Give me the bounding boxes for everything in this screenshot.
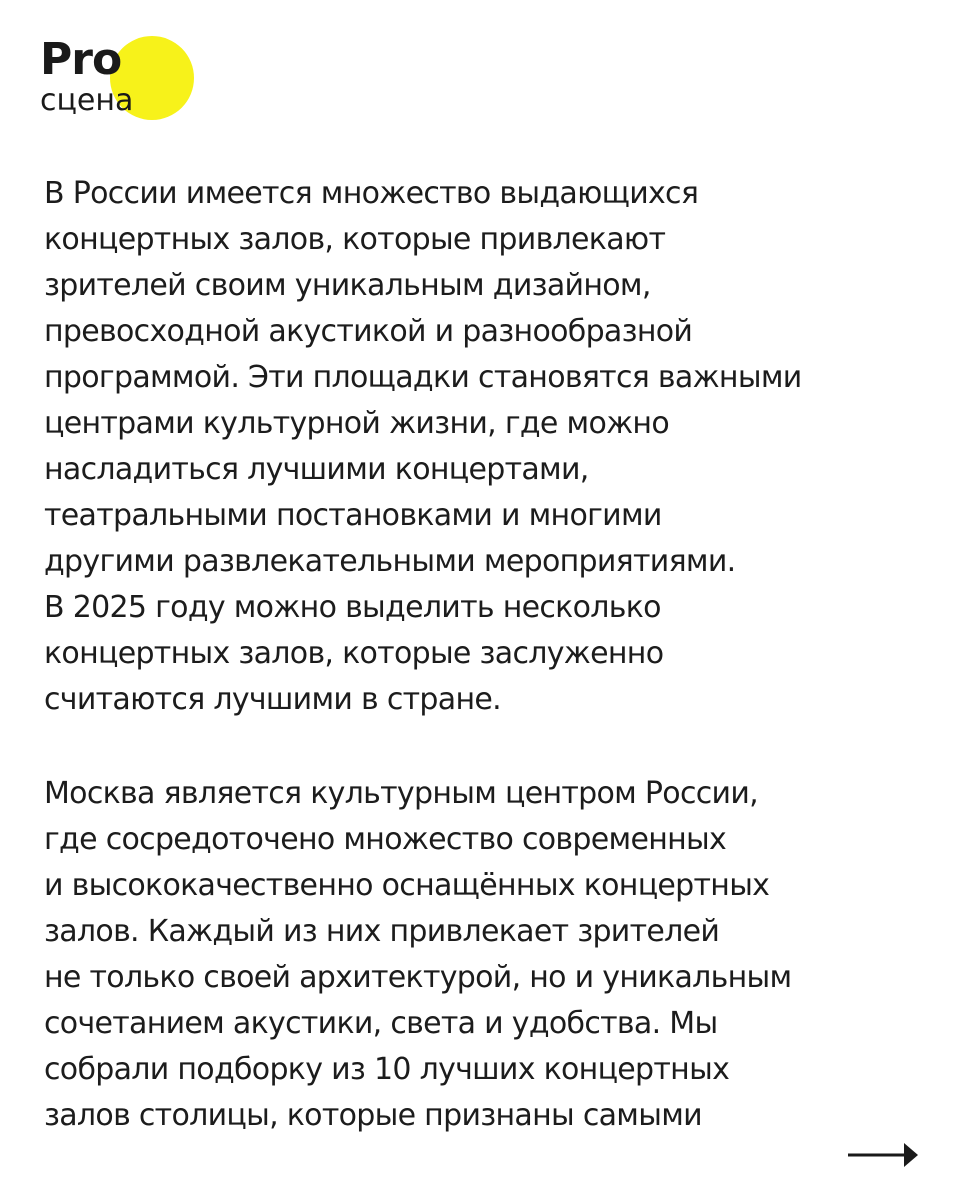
paragraph-line: концертных залов, которые заслуженно [44,636,664,671]
paragraph-line: Москва является культурным центром России, [44,776,758,811]
logo-subtitle: сцена [40,83,134,118]
brand-logo [40,30,200,130]
paragraph-line: залов столицы, которые признаны самыми [44,1098,702,1133]
paragraph-line: и высококачественно оснащённых концертных [44,868,770,903]
paragraph-line: центрами культурной жизни, где можно [44,406,670,441]
paragraph-line: В 2025 году можно выделить несколько [44,590,661,625]
paragraph-line: собрали подборку из 10 лучших концертных [44,1052,730,1087]
moscow-paragraph [44,771,924,1139]
logo-title: Pro [40,34,122,85]
paragraph-line: В России имеется множество выдающихся [44,176,699,211]
paragraph-line: не только своей архитектурой, но и уникальным [44,960,792,995]
paragraph-line: сочетанием акустики, света и удобства. Мы [44,1006,718,1041]
paragraph-line: считаются лучшими в стране. [44,682,501,717]
paragraph-line: программой. Эти площадки становятся важными [44,360,802,395]
paragraph-line: превосходной акустикой и разнообразной [44,314,693,349]
arrow-right-icon [846,1138,920,1172]
paragraph-line: насладиться лучшими концертами, [44,452,589,487]
paragraph-line: зрителей своим уникальным дизайном, [44,268,651,303]
paragraph-line: где сосредоточено множество современных [44,822,727,857]
paragraph-line: концертных залов, которые привлекают [44,222,666,257]
intro-paragraph [44,171,924,723]
paragraph-line: театральными постановками и многими [44,498,662,533]
paragraph-line: залов. Каждый из них привлекает зрителей [44,914,720,949]
paragraph-line: другими развлекательными мероприятиями. [44,544,736,579]
next-slide-button[interactable] [846,1138,920,1172]
